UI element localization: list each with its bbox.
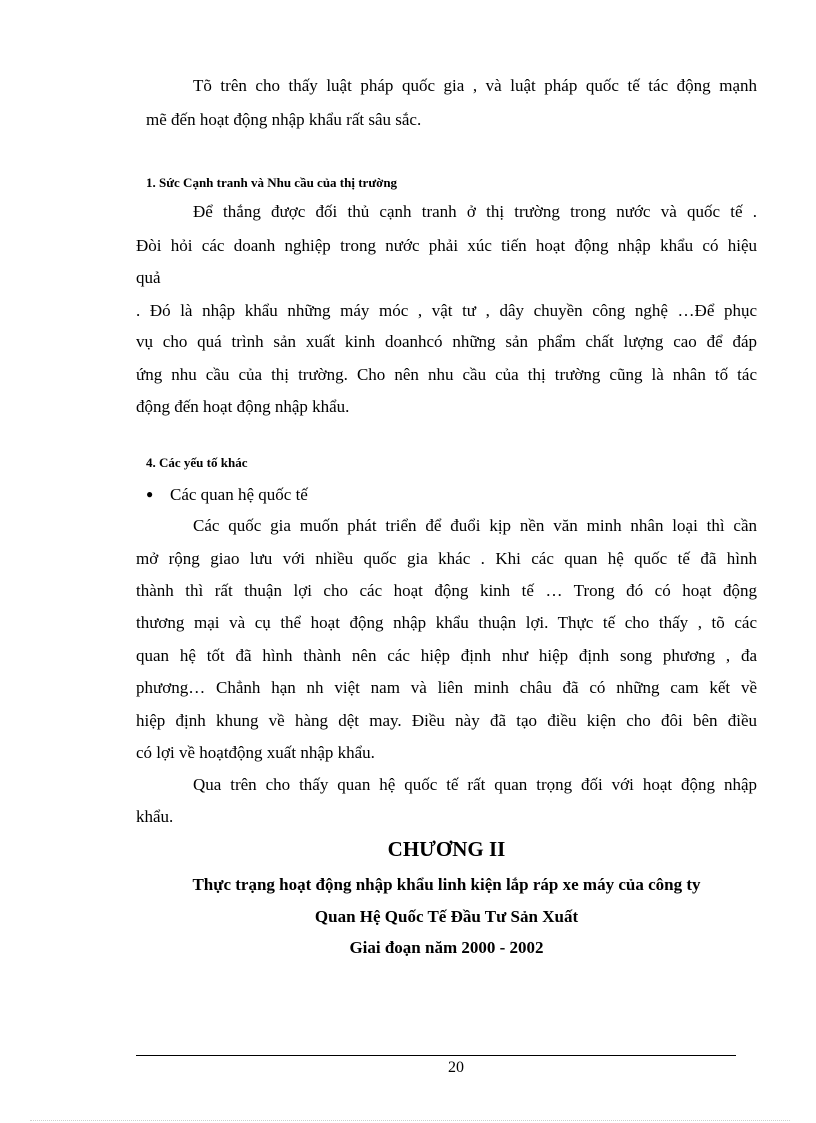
relations-p2-line-1: Qua trên cho thấy quan hệ quốc tế rất quan trọng đối với hoạt động nhập [193,775,757,794]
relations-p1-line-7: hiệp định khung về hàng dệt may. Điều này đã tạo điều kiện cho đôi bên điều [136,711,757,730]
market-line-4: . Đó là nhập khẩu những máy móc , vật tư , dây chuyền công nghệ …Để phục [136,301,757,320]
intro-line-2: mẽ đến hoạt động nhập khẩu rất sâu sắc. [146,110,422,129]
market-line-6: ứng nhu cầu của thị trường. Cho nên nhu cầu của thị trường cũng là nhân tố tác [136,365,757,384]
market-line-1: Để thắng được đối thủ cạnh tranh ở thị trường trong nước và quốc tế . [193,202,757,221]
section-heading-other: 4. Các yếu tố khác [146,455,248,470]
chapter-title: CHƯƠNG II [387,837,506,861]
market-line-5: vụ cho quá trình sản xuất kinh doanhcó những sản phẩm chất lượng cao để đáp [136,332,757,351]
market-line-7: động đến hoạt động nhập khẩu. [136,397,350,416]
relations-p1-line-2: mở rộng giao lưu với nhiều quốc gia khác . Khi các quan hệ quốc tế đã hình [136,549,757,568]
intro-line-1: Tõ trên cho thấy luật pháp quốc gia , và luật pháp quốc tế tác động mạnh [193,76,757,95]
relations-p2-line-2: khẩu. [136,807,174,826]
relations-p1-line-3: thành thì rất thuận lợi cho các hoạt động kinh tế … Trong đó có hoạt động [136,581,757,600]
footer-divider [136,1055,736,1056]
relations-p1-line-5: quan hệ tốt đã hình thành nên các hiệp định như hiệp định song phương , đa [136,646,757,665]
bullet-international-relations [146,480,308,509]
bullet-dot-icon: ● [146,487,154,501]
page-number: 20 [448,1059,464,1076]
relations-p1-line-4: thương mại và cụ thể hoạt động nhập khẩu thuận lợi. Thực tế cho thấy , tõ các [136,613,757,632]
bullet-label: Các quan hệ quốc tế [170,485,308,504]
market-line-3: quả [136,268,161,287]
chapter-subtitle-line-3: Giai đoạn năm 2000 - 2002 [349,938,544,957]
relations-p1-line-6: phương… Chẳnh hạn nh việt nam và liên minh châu đã có những cam kết về [136,678,757,697]
section-heading-market: 1. Sức Cạnh tranh và Nhu cầu của thị trường [146,175,398,190]
page-edge-divider [30,1120,790,1121]
market-line-2: Đòi hỏi các doanh nghiệp trong nước phải xúc tiến hoạt động nhập khẩu có hiệu [136,236,757,255]
chapter-subtitle-line-2: Quan Hệ Quốc Tế Đầu Tư Sản Xuất [314,907,579,926]
relations-p1-line-1: Các quốc gia muốn phát triển để đuổi kịp nền văn minh nhân loại thì cần [193,516,757,535]
chapter-subtitle-line-1: Thực trạng hoạt động nhập khẩu linh kiện lắp ráp xe máy của công ty [192,875,701,894]
relations-p1-line-8: có lợi về hoạtđộng xuất nhập khẩu. [136,743,375,762]
